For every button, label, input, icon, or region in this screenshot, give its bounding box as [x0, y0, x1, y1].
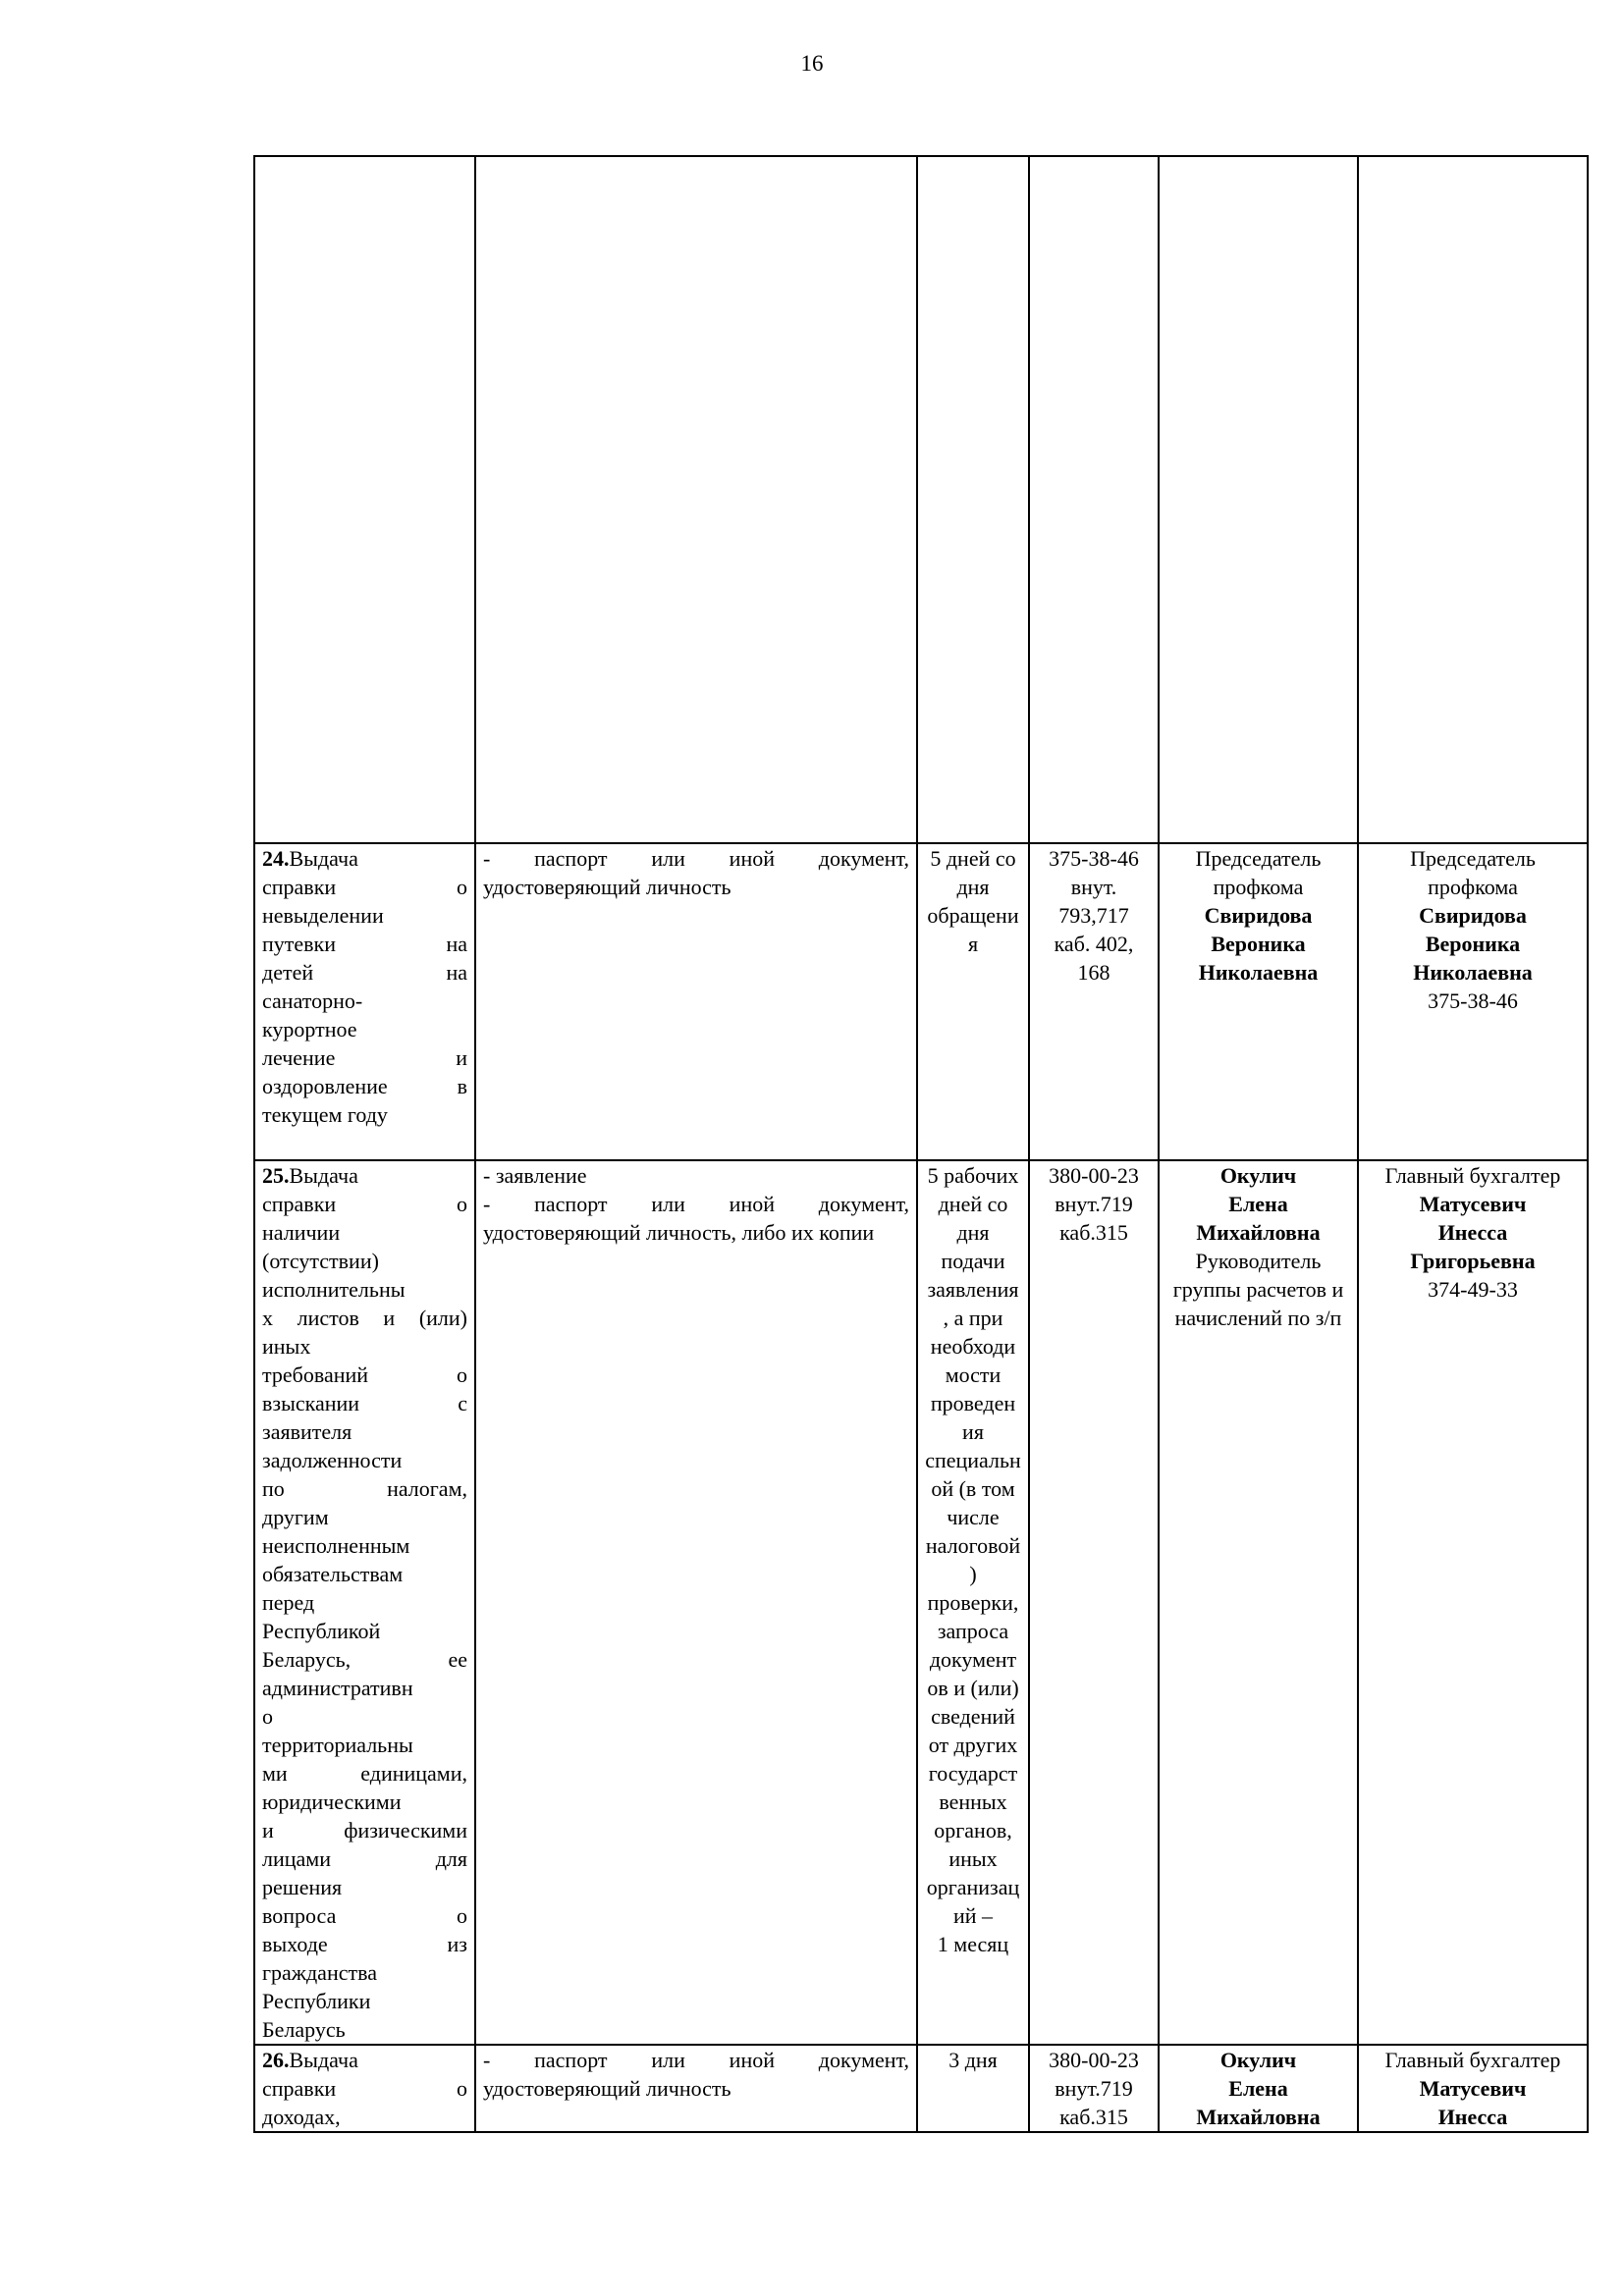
- service-line: наличии: [262, 1220, 341, 1245]
- phone-line: каб. 402,: [1054, 932, 1134, 956]
- service-line: х листов и (или): [262, 1306, 467, 1330]
- service-line: Республики: [262, 1989, 371, 2013]
- responsible-line: Председатель: [1195, 846, 1322, 871]
- term-line: венных: [939, 1789, 1007, 1814]
- term-line: органов,: [934, 1818, 1012, 1842]
- service-cell: [254, 156, 475, 843]
- term-line: мости: [945, 1362, 1001, 1387]
- item-number: 24.: [262, 846, 290, 871]
- table-row: [254, 843, 1588, 1160]
- document-item: - заявление: [483, 1163, 587, 1188]
- service-line: юридическими: [262, 1789, 402, 1814]
- service-first-word: Выдача: [289, 2048, 358, 2072]
- service-line: курортное: [262, 1017, 357, 1041]
- service-cell: [254, 1160, 475, 2045]
- document-item: - паспорт или иной документ, удостоверяющий личность: [483, 846, 909, 899]
- responsible-line: Елена: [1228, 2076, 1288, 2101]
- term-line: дня: [956, 875, 990, 899]
- table-row: [254, 156, 1588, 843]
- phone-line: внут.719: [1055, 1192, 1133, 1216]
- service-line: по налогам,: [262, 1476, 467, 1501]
- substitute-cell: [1358, 156, 1588, 843]
- substitute-cell: [1358, 843, 1588, 1160]
- substitute-line: Вероника: [1425, 932, 1521, 956]
- substitute-line: Николаевна: [1413, 960, 1533, 985]
- service-first-line: [262, 844, 467, 873]
- term-line: дня: [956, 1220, 990, 1245]
- term-cell: [917, 156, 1029, 843]
- phone-line: 793,717: [1058, 903, 1129, 928]
- term-line: государст: [928, 1761, 1018, 1786]
- service-line: заявителя: [262, 1419, 352, 1444]
- responsible-line: начислений по з/п: [1174, 1306, 1342, 1330]
- term-line: организац: [926, 1875, 1020, 1899]
- responsible-line: Михайловна: [1196, 1220, 1321, 1245]
- term-line: ой (в том: [931, 1476, 1015, 1501]
- term-line: специальн: [925, 1448, 1021, 1472]
- service-line: иных: [262, 1334, 311, 1359]
- substitute-line: Свиридова: [1419, 903, 1527, 928]
- responsible-line: Окулич: [1219, 1163, 1297, 1188]
- service-line: взыскании с: [262, 1391, 467, 1415]
- term-cell: [917, 1160, 1029, 2045]
- service-line: вопроса о: [262, 1903, 467, 1928]
- substitute-line: Председатель: [1410, 846, 1536, 871]
- service-line: невыделении: [262, 903, 384, 928]
- substitute-line: Инесса: [1437, 1220, 1508, 1245]
- substitute-cell: [1358, 1160, 1588, 2045]
- substitute-line: Григорьевна: [1410, 1249, 1536, 1273]
- service-line: Беларусь, ее: [262, 1647, 467, 1672]
- term-line: налоговой: [925, 1533, 1021, 1558]
- term-cell: [917, 2045, 1029, 2132]
- responsible-line: Свиридова: [1204, 903, 1313, 928]
- term-line: , а при: [943, 1306, 1003, 1330]
- phone-line: 380-00-23: [1049, 2048, 1139, 2072]
- service-line: (отсутствии): [262, 1249, 379, 1273]
- term-line: ий –: [952, 1903, 994, 1928]
- item-number: 25.: [262, 1163, 290, 1188]
- term-line: ов и (или): [927, 1676, 1019, 1700]
- term-line: 5 дней со: [930, 846, 1016, 871]
- service-cell: [254, 843, 475, 1160]
- substitute-line: Главный бухгалтер: [1384, 2048, 1561, 2072]
- service-line: справки о: [262, 1192, 467, 1216]
- term-line: 1 месяц: [937, 1932, 1009, 1956]
- substitute-line: профкома: [1428, 875, 1518, 899]
- responsible-line: группы расчетов и: [1172, 1277, 1344, 1302]
- service-line: обязательствам: [262, 1562, 404, 1586]
- service-line: выходе из: [262, 1932, 467, 1956]
- document-item: - паспорт или иной документ, удостоверяющий личность, либо их копии: [483, 1192, 909, 1245]
- term-line: сведений: [931, 1704, 1015, 1729]
- substitute-line: Матусевич: [1419, 1192, 1527, 1216]
- phone-line: внут.719: [1055, 2076, 1133, 2101]
- service-line: справки о: [262, 2076, 467, 2101]
- term-line: от других: [928, 1733, 1018, 1757]
- service-line: путевки на: [262, 932, 467, 956]
- term-line: я: [967, 932, 979, 956]
- phone-cell: [1029, 843, 1159, 1160]
- responsible-line: Руководитель: [1195, 1249, 1322, 1273]
- phone-line: 380-00-23: [1049, 1163, 1139, 1188]
- service-line: административн: [262, 1676, 413, 1700]
- substitute-line: Инесса: [1437, 2105, 1508, 2129]
- page-number: 16: [800, 51, 824, 76]
- term-line: необходи: [930, 1334, 1016, 1359]
- phone-line: 168: [1077, 960, 1110, 985]
- responsible-line: профкома: [1213, 875, 1304, 899]
- service-line: санаторно-: [262, 988, 363, 1013]
- responsible-line: Елена: [1228, 1192, 1288, 1216]
- procedures-table: [253, 155, 1589, 2133]
- term-line: подачи: [941, 1249, 1005, 1273]
- service-line: Республикой: [262, 1619, 381, 1643]
- documents-cell: [475, 2045, 917, 2132]
- responsible-line: Окулич: [1219, 2048, 1297, 2072]
- phone-line: 375-38-46: [1049, 846, 1139, 871]
- service-line: перед: [262, 1590, 315, 1615]
- responsible-line: Николаевна: [1198, 960, 1319, 985]
- term-line: обращени: [927, 903, 1019, 928]
- item-number: 26.: [262, 2048, 290, 2072]
- phone-line: каб.315: [1059, 2105, 1128, 2129]
- documents-cell: [475, 843, 917, 1160]
- phone-cell: [1029, 2045, 1159, 2132]
- phone-line: каб.315: [1059, 1220, 1128, 1245]
- service-line: территориальны: [262, 1733, 413, 1757]
- service-line: гражданства: [262, 1960, 377, 1985]
- service-line: лечение и: [262, 1045, 467, 1070]
- documents-cell: [475, 1160, 917, 2045]
- service-line: Беларусь: [262, 2017, 346, 2042]
- service-cell: [254, 2045, 475, 2132]
- phone-cell: [1029, 156, 1159, 843]
- table-body: [254, 156, 1588, 2132]
- service-line: решения: [262, 1875, 343, 1899]
- responsible-cell: [1159, 1160, 1358, 2045]
- service-line: детей на: [262, 960, 467, 985]
- term-line: дней со: [938, 1192, 1008, 1216]
- term-line: проверки,: [927, 1590, 1019, 1615]
- service-line: лицами для: [262, 1846, 467, 1871]
- document-item: - паспорт или иной документ, удостоверяющий личность: [483, 2048, 909, 2101]
- term-line: документ: [929, 1647, 1017, 1672]
- substitute-line: 375-38-46: [1428, 988, 1518, 1013]
- table-row: [254, 2045, 1588, 2132]
- service-first-line: [262, 2046, 467, 2074]
- service-line: доходах,: [262, 2105, 341, 2129]
- term-line: заявления: [927, 1277, 1019, 1302]
- table-row: [254, 1160, 1588, 2045]
- service-line: ми единицами,: [262, 1761, 467, 1786]
- responsible-cell: [1159, 156, 1358, 843]
- service-line: текущем году: [262, 1102, 388, 1127]
- service-first-word: Выдача: [289, 1163, 358, 1188]
- term-line: числе: [947, 1505, 1000, 1529]
- term-line: ия: [962, 1419, 984, 1444]
- phone-line: внут.: [1070, 875, 1117, 899]
- term-line: 3 дня: [948, 2048, 998, 2072]
- service-line: задолженности: [262, 1448, 403, 1472]
- responsible-line: Михайловна: [1196, 2105, 1321, 2129]
- substitute-cell: [1358, 2045, 1588, 2132]
- service-line: требований о: [262, 1362, 467, 1387]
- substitute-line: Матусевич: [1419, 2076, 1527, 2101]
- service-line: исполнительны: [262, 1277, 406, 1302]
- service-first-word: Выдача: [289, 846, 358, 871]
- term-line: запроса: [937, 1619, 1009, 1643]
- service-line: неисполненным: [262, 1533, 410, 1558]
- responsible-line: Вероника: [1211, 932, 1306, 956]
- service-line: другим: [262, 1505, 329, 1529]
- term-line: 5 рабочих: [927, 1163, 1019, 1188]
- service-line: и физическими: [262, 1818, 467, 1842]
- term-line: ): [969, 1562, 977, 1586]
- responsible-cell: [1159, 843, 1358, 1160]
- substitute-line: Главный бухгалтер: [1384, 1163, 1561, 1188]
- responsible-cell: [1159, 2045, 1358, 2132]
- service-line: справки о: [262, 875, 467, 899]
- term-cell: [917, 843, 1029, 1160]
- term-line: проведен: [930, 1391, 1016, 1415]
- term-line: иных: [948, 1846, 998, 1871]
- service-line: о: [262, 1704, 273, 1729]
- substitute-line: 374-49-33: [1428, 1277, 1518, 1302]
- phone-cell: [1029, 1160, 1159, 2045]
- documents-cell: [475, 156, 917, 843]
- service-first-line: [262, 1161, 467, 1190]
- service-line: оздоровление в: [262, 1074, 467, 1098]
